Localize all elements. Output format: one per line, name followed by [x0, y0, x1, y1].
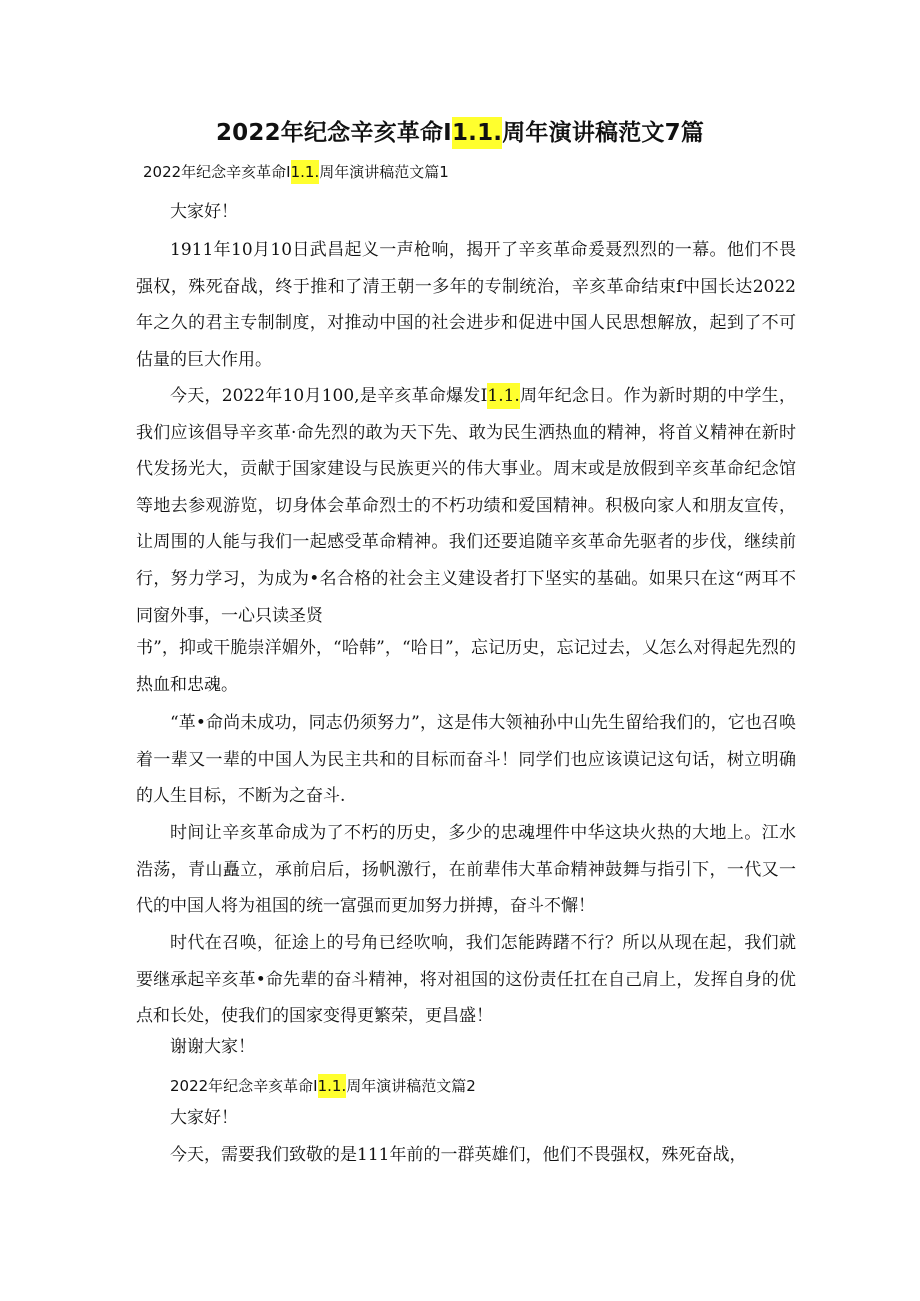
- heading-highlight: 1.1.: [291, 160, 320, 184]
- document-title: [0, 117, 920, 149]
- paragraph: 1911年10月10日武昌起义一声枪响，揭开了辛亥革命爰聂烈烈的一幕。他们不畏强权，殊死奋战，终于推和了清王朝一多年的专制统治，辛亥革命结束f中国长达2022年之久的君主专制制度，对推动中国的社会进步和促进中国人民思想解放，起到了不可估量的巨大作用。: [136, 240, 796, 370]
- paragraph-text: 今天，2022年10月100,是辛亥革命爆发I: [170, 386, 488, 406]
- heading-text-end: 周年演讲稿范文篇2: [346, 1077, 476, 1095]
- title-text: 2022年纪念辛亥革命I: [215, 120, 452, 146]
- heading-text: 2022年纪念辛亥革命I: [143, 163, 291, 181]
- heading-text: 2022年纪念辛亥革命I: [170, 1077, 318, 1095]
- closing: 谢谢大家！: [170, 1037, 255, 1057]
- paragraph: 时间让辛亥革命成为了不朽的历史，多少的忠魂埋件中华这块火热的大地上。江水浩荡，青山矗立，承前启后，扬帆激行，在前辈伟大革命精神鼓舞与指引下，一代又一代的中国人将为祖国的统一富强而更加努力拼搏，奋斗不懈！: [136, 823, 796, 917]
- paragraph: 时代在召唤，征途上的号角已经吹响，我们怎能踌躇不行？所以从现在起，我们就要继承起辛亥革•命先辈的奋斗精神，将对祖国的这份责任扛在自己肩上，发挥自身的优点和长处，使我们的国家变得更繁荣，更昌盛！: [136, 933, 796, 1027]
- title-text-end: 周年演讲稿范文7篇: [502, 120, 705, 146]
- section-2-heading: [170, 1071, 476, 1101]
- paragraph: [136, 378, 796, 634]
- title-highlight: 1.1.: [452, 117, 502, 149]
- section-1-heading: [143, 157, 449, 187]
- greeting: 大家好！: [170, 1108, 238, 1128]
- heading-text-end: 周年演讲稿范文篇1: [319, 163, 449, 181]
- paragraph: “革•命尚未成功，同志仍须努力”，这是伟大领袖孙中山先生留给我们的，它也召唤着一辈又一辈的中国人为民主共和的目标而奋斗！同学们也应该谟记这句话，树立明确的人生目标，不断为之奋斗.: [136, 713, 796, 807]
- greeting: 大家好！: [170, 202, 238, 222]
- heading-highlight: 1.1.: [318, 1074, 347, 1098]
- paragraph-continuation: 书”，抑或干脆崇洋媚外，“哈韩”，“哈日”，忘记历史，忘记过去，乂怎么对得起先烈的热血和忠魂。: [136, 638, 796, 695]
- paragraph-first-line: 今天，需要我们致敬的是111年前的一群英雄们，他们不畏强权，殊死奋战，: [170, 1145, 747, 1165]
- paragraph-highlight: 1.1.: [487, 383, 519, 409]
- paragraph-text-rest: 周年纪念日。作为新时期的中学生，我们应该倡导辛亥革·命先烈的敢为天下先、敢为民生洒热血的精神，将首义精神在新时代发扬光大，贡献于国家建设与民族更兴的伟大事业。周末或是放假到辛亥革命纪念馆等地去参观游览，切身体会革命烈士的不朽功绩和爱国精神。积极向家人和朋友宣传，让周围的人能与我们一起感受革命精神。我们还要追随辛亥革命先驱者的步伐，继续前行，努力学习，为成为•名合格的社会主义建设者打下坚实的基础。如果只在这“两耳不同窗外事，一心只读圣贤: [136, 386, 796, 626]
